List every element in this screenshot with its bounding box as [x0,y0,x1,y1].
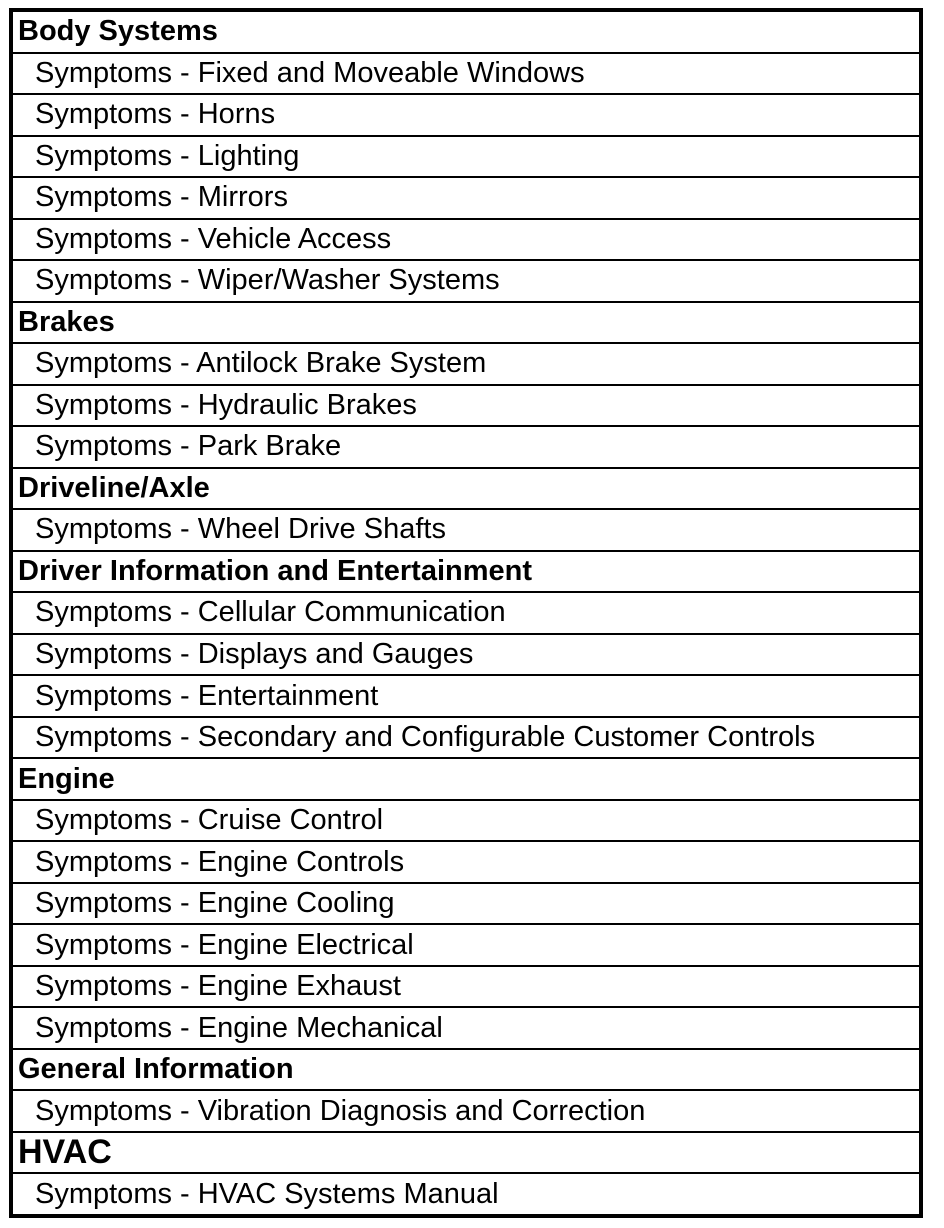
symptom-link-cellular-communication[interactable]: Symptoms - Cellular Communication [13,593,919,635]
symptom-link-entertainment[interactable]: Symptoms - Entertainment [13,676,919,718]
symptom-link-vehicle-access[interactable]: Symptoms - Vehicle Access [13,220,919,262]
symptom-link-engine-controls[interactable]: Symptoms - Engine Controls [13,842,919,884]
symptom-link-wiper-washer[interactable]: Symptoms - Wiper/Washer Systems [13,261,919,303]
symptom-link-hvac-systems-manual[interactable]: Symptoms - HVAC Systems Manual [35,1177,499,1210]
symptom-link-vibration-diagnosis[interactable]: Symptoms - Vibration Diagnosis and Correction [13,1091,919,1133]
section-header-driver-info-entertainment: Driver Information and Entertainment [13,552,919,594]
symptom-link-secondary-customer-controls[interactable]: Symptoms - Secondary and Configurable Customer Controls [13,718,919,760]
symptom-link-engine-mechanical[interactable]: Symptoms - Engine Mechanical [13,1008,919,1050]
symptom-link-mirrors[interactable]: Symptoms - Mirrors [13,178,919,220]
symptom-link-wheel-drive-shafts[interactable]: Symptoms - Wheel Drive Shafts [13,510,919,552]
symptoms-index-table [9,8,923,1218]
symptom-link-antilock-brake[interactable]: Symptoms - Antilock Brake System [13,344,919,386]
symptom-link-horns[interactable]: Symptoms - Horns [13,95,919,137]
section-header-body-systems: Body Systems [13,12,919,54]
symptom-link-park-brake[interactable]: Symptoms - Park Brake [13,427,919,469]
symptom-link-engine-electrical[interactable]: Symptoms - Engine Electrical [13,925,919,967]
symptom-link-engine-exhaust[interactable]: Symptoms - Engine Exhaust [13,967,919,1009]
symptom-link-lighting[interactable]: Symptoms - Lighting [13,137,919,179]
symptom-link-fixed-moveable-windows[interactable]: Symptoms - Fixed and Moveable Windows [13,54,919,96]
symptom-link-displays-gauges[interactable]: Symptoms - Displays and Gauges [13,635,919,677]
symptom-link-hydraulic-brakes[interactable]: Symptoms - Hydraulic Brakes [13,386,919,428]
section-header-hvac: HVAC [13,1133,919,1175]
symptom-link-engine-cooling[interactable]: Symptoms - Engine Cooling [13,884,919,926]
section-header-general-information: General Information [13,1050,919,1092]
section-header-driveline-axle: Driveline/Axle [13,469,919,511]
section-header-brakes: Brakes [13,303,919,345]
symptom-link-cruise-control[interactable]: Symptoms - Cruise Control [13,801,919,843]
section-header-engine: Engine [13,759,919,801]
